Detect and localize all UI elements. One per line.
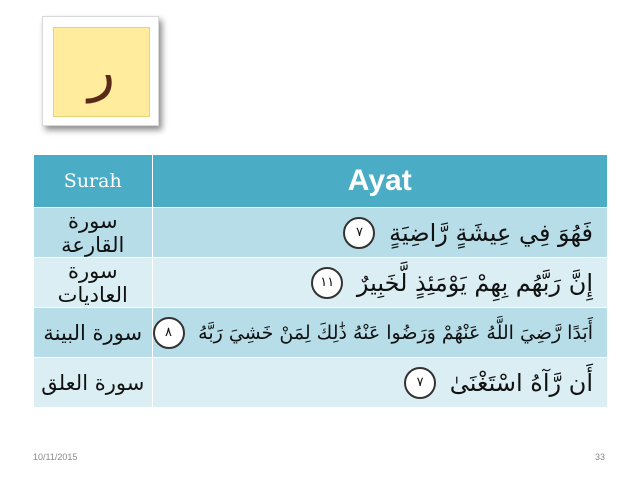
surah-name: سورة العاديات: [34, 258, 153, 308]
ayat-cell: [152, 258, 608, 308]
slide-date: 10/11/2015: [33, 452, 78, 462]
table-row: [34, 258, 608, 308]
verse-number-marker: ٨: [153, 317, 185, 349]
letter-ra: ر: [53, 27, 150, 117]
ayat-cell: [152, 208, 608, 258]
verse-number-marker: ١١: [311, 267, 343, 299]
table-row: [34, 358, 608, 408]
surah-name: سورة العلق: [34, 358, 153, 408]
surah-name: سورة البينة: [34, 308, 153, 358]
ayat-text: أَبَدًا رَّضِيَ اللَّهُ عَنْهُمْ وَرَضُوا عَنْهُ ذَٰلِكَ لِمَنْ خَشِيَ رَبَّهُ: [198, 321, 593, 344]
header-ayat: Ayat: [152, 155, 608, 208]
surah-ayat-table: [33, 154, 608, 408]
table-row: [34, 308, 608, 358]
verse-number-marker: ٧: [343, 217, 375, 249]
ayat-cell: [152, 358, 608, 408]
verse-number-marker: ٧: [404, 367, 436, 399]
ayat-text: أَن رَّآهُ اسْتَغْنَىٰ: [449, 368, 593, 397]
ayat-cell: [152, 308, 608, 358]
surah-name: سورة القارعة: [34, 208, 153, 258]
ayat-text: إِنَّ رَبَّهُم بِهِمْ يَوْمَئِذٍ لَّخَبِيرٌ: [356, 268, 593, 297]
slide-page-number: 33: [595, 452, 606, 462]
header-surah: Surah: [34, 155, 153, 208]
letter-card: [42, 16, 159, 126]
table-header-row: [34, 155, 608, 208]
ayat-text: فَهُوَ فِي عِيشَةٍ رَّاضِيَةٍ: [389, 218, 593, 247]
table-row: [34, 208, 608, 258]
